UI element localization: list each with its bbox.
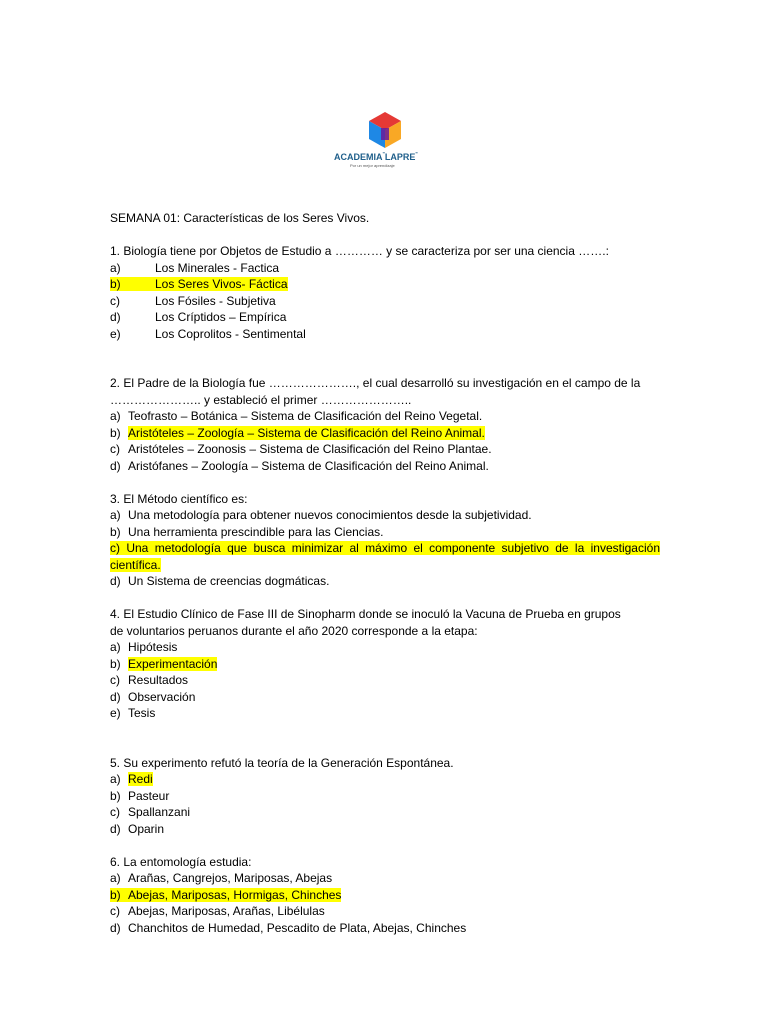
q1-option-e: e) Los Coprolitos - Sentimental — [110, 326, 306, 341]
logo-brand-text: ACADEMIA"LAPRE" — [334, 152, 418, 162]
page-title: SEMANA 01: Características de los Seres Vivos. — [110, 211, 370, 225]
q5-option-b: b) Pasteur — [110, 788, 170, 803]
q4-option-d: d) Observación — [110, 689, 196, 704]
q3-option-b: b) Una herramienta prescindible para las Ciencias. — [110, 524, 384, 539]
question-1: 1. Biología tiene por Objetos de Estudio a ………… y se caracteriza por ser una ciencia …….: — [110, 244, 609, 258]
question-3: 3. El Método científico es: — [110, 491, 248, 506]
q6-option-c: c) Abejas, Mariposas, Arañas, Libélulas — [110, 904, 325, 918]
question-2-line-2: ………………….. y estableció el primer ………………….. — [110, 392, 412, 407]
q4-option-a: a) Hipótesis — [110, 640, 178, 654]
q3-option-c-correct: c) Una metodología que busca minimizar al máximo el componente subjetivo de la investigación científica. — [110, 541, 660, 572]
q5-option-a-correct: a) Redi — [110, 772, 153, 786]
q6-option-b-correct: b) Abejas, Mariposas, Hormigas, Chinches — [110, 887, 342, 902]
q2-option-d: d) Aristófanes – Zoología – Sistema de Clasificación del Reino Animal. — [110, 458, 489, 473]
q1-option-c: c) Los Fósiles - Subjetiva — [110, 293, 276, 308]
academia-lapre-logo — [330, 96, 440, 186]
exam-content — [110, 210, 660, 936]
cube-inner-face — [381, 128, 389, 140]
q2-option-a: a) Teofrasto – Botánica – Sistema de Clasificación del Reino Vegetal. — [110, 409, 483, 423]
q1-option-d: d) Los Críptidos – Empírica — [110, 310, 287, 324]
question-2-line-1: 2. El Padre de la Biología fue …………………., el cual desarrolló su investigación en el campo de la — [110, 376, 641, 390]
q5-option-c: c) Spallanzani — [110, 805, 191, 819]
q3-option-a: a) Una metodología para obtener nuevos conocimientos desde la subjetividad. — [110, 508, 532, 522]
q4-option-c: c) Resultados — [110, 673, 189, 687]
q6-option-d: d) Chanchitos de Humedad, Pescadito de Plata, Abejas, Chinches — [110, 920, 467, 935]
question-4-line-2: de voluntarios peruanos durante el año 2020 corresponde a la etapa: — [110, 623, 478, 638]
question-4-line-1: 4. El Estudio Clínico de Fase III de Sinopharm donde se inoculó la Vacuna de Prueba en grupos — [110, 607, 621, 621]
q4-option-e: e) Tesis — [110, 706, 156, 720]
q6-option-a: a) Arañas, Cangrejos, Mariposas, Abejas — [110, 871, 333, 885]
q2-option-b-correct: b) Aristóteles – Zoología – Sistema de Clasificación del Reino Animal. — [110, 425, 485, 440]
q1-option-a: a) Los Minerales - Factica — [110, 260, 280, 275]
question-5: 5. Su experimento refutó la teoría de la Generación Espontánea. — [110, 755, 454, 770]
q1-option-b-correct: b) Los Seres Vivos- Fáctica — [110, 277, 288, 291]
logo-tagline: Por un mejor aprendizaje — [350, 163, 395, 168]
q4-option-b-correct: b) Experimentación — [110, 656, 218, 671]
q2-option-c: c) Aristóteles – Zoonosis – Sistema de Clasificación del Reino Plantae. — [110, 442, 492, 456]
q3-option-d: d) Un Sistema de creencias dogmáticas. — [110, 574, 330, 588]
q5-option-d: d) Oparin — [110, 821, 165, 836]
question-6: 6. La entomología estudia: — [110, 854, 252, 869]
